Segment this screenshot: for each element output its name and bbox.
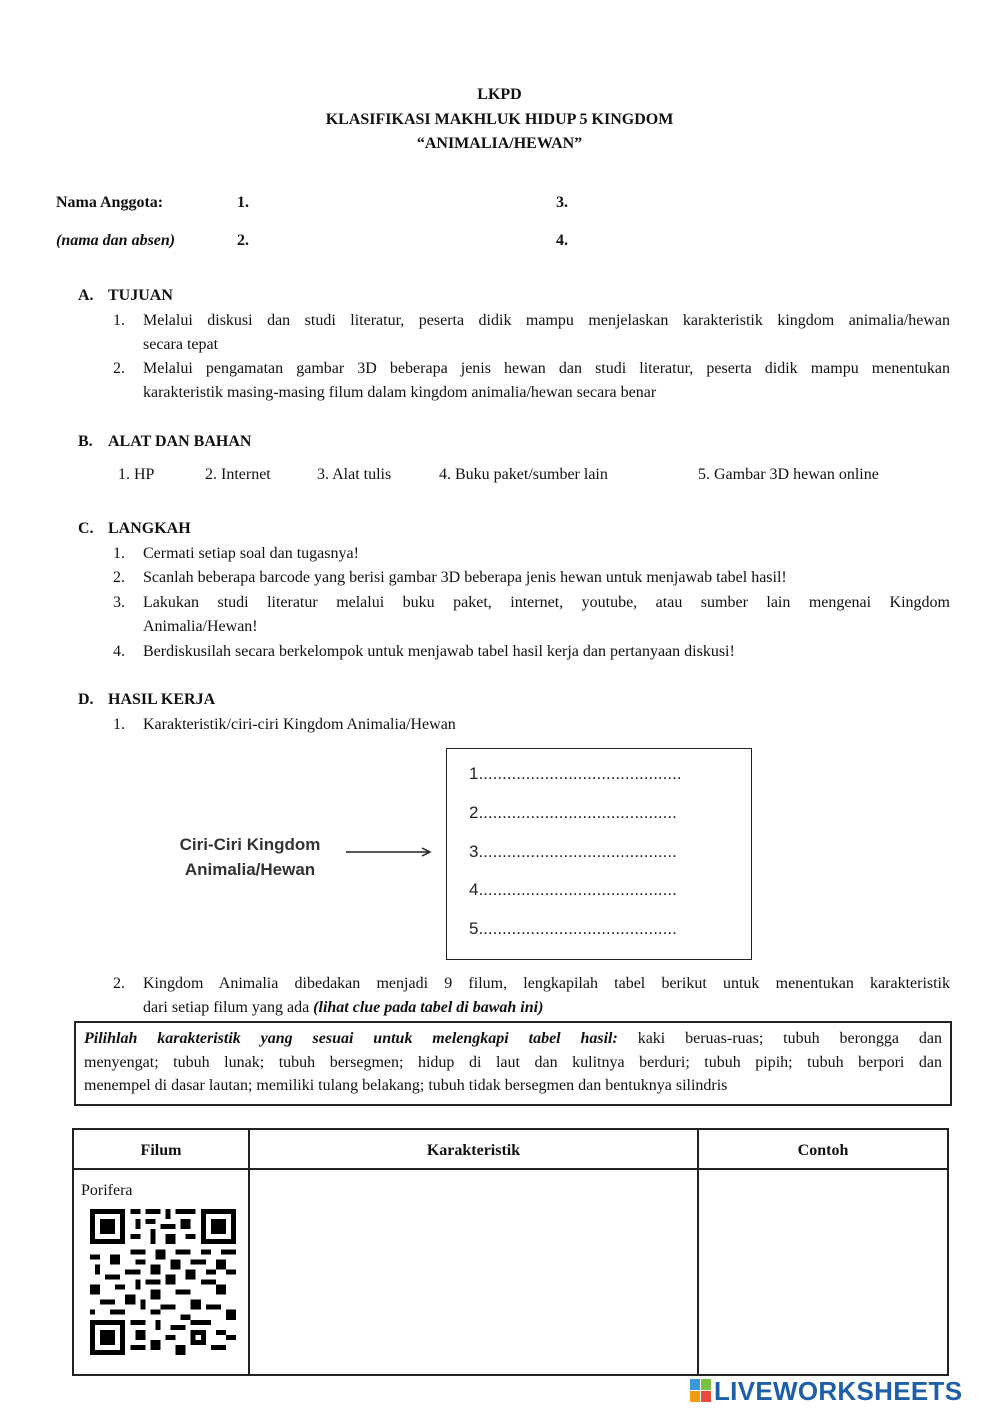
- section-a-title: TUJUAN: [108, 287, 173, 304]
- liveworksheets-logo-icon: [690, 1379, 712, 1403]
- ciri-blank-1[interactable]: 1...........................................: [469, 764, 682, 783]
- table-header-filum: Filum: [140, 1142, 182, 1159]
- list-number: 1.: [113, 312, 125, 329]
- hasil-item-2-text: dari setiap filum yang ada: [143, 999, 310, 1016]
- clue-line1-rest: kaki beruas-ruas; tubuh berongga dan: [637, 1030, 942, 1047]
- section-c-title: LANGKAH: [108, 520, 191, 537]
- member-1: 1.: [237, 194, 249, 211]
- section-a-letter: A.: [78, 287, 94, 304]
- karakteristik-cell[interactable]: [258, 1182, 688, 1367]
- tool-hp: 1. HP: [118, 466, 155, 483]
- hasil-item-1: Karakteristik/ciri-ciri Kingdom Animalia/Hewan: [143, 716, 456, 733]
- ciri-blank-2[interactable]: 2..........................................: [469, 803, 677, 822]
- langkah-4: Berdiskusilah secara berkelompok untuk menjawab tabel hasil kerja dan pertanyaan diskusi!: [143, 643, 735, 660]
- member-4: 4.: [556, 232, 568, 249]
- tool-alat-tulis: 3. Alat tulis: [317, 466, 392, 483]
- table-header-contoh: Contoh: [797, 1142, 849, 1159]
- doc-title-lkpd: LKPD: [477, 86, 522, 103]
- members-label: Nama Anggota:: [56, 194, 164, 211]
- doc-title-main: KLASIFIKASI MAKHLUK HIDUP 5 KINGDOM: [325, 111, 674, 128]
- ciri-blank-5[interactable]: 5..........................................: [469, 919, 677, 938]
- contoh-cell[interactable]: [707, 1182, 939, 1367]
- section-d-letter: D.: [78, 691, 94, 708]
- watermark-text: LIVEWORKSHEETS: [714, 1376, 963, 1406]
- ciri-label: [160, 832, 340, 882]
- clue-line3: menempel di dasar lautan; memiliki tulang belakang; tubuh tidak bersegmen dan bentuknya silindris: [84, 1077, 728, 1094]
- clue-lead: Pilihlah karakteristik yang sesuai untuk melengkapi tabel hasil:: [84, 1030, 618, 1047]
- ciri-label-line1: Ciri-Ciri Kingdom: [179, 835, 321, 854]
- clue-line1: [84, 1030, 942, 1048]
- list-number: 2.: [113, 360, 125, 377]
- filum-porifera: Porifera: [81, 1182, 133, 1199]
- table-header-karakteristik: Karakteristik: [426, 1142, 521, 1159]
- list-number: 2.: [113, 975, 125, 992]
- tujuan-2-line1: Melalui pengamatan gambar 3D beberapa jenis hewan dan studi literatur, peserta didik mampu menentukan: [143, 360, 950, 377]
- list-number: 3.: [113, 594, 125, 611]
- member-3: 3.: [556, 194, 568, 211]
- hasil-item-2-line1: Kingdom Animalia dibedakan menjadi 9 filum, lengkapilah tabel berikut untuk menentukan karakteristik: [143, 975, 950, 992]
- section-d-title: HASIL KERJA: [108, 691, 216, 708]
- doc-title-sub: “ANIMALIA/HEWAN”: [416, 135, 583, 152]
- hasil-item-2-emph: (lihat clue pada tabel di bawah ini): [313, 999, 544, 1016]
- tool-gambar-3d: 5. Gambar 3D hewan online: [698, 466, 879, 483]
- ciri-label-line2: Animalia/Hewan: [184, 860, 316, 879]
- section-b-letter: B.: [78, 433, 93, 450]
- list-number: 1.: [113, 545, 125, 562]
- clue-line2: menyengat; tubuh lunak; tubuh bersegmen; hidup di laut dan kulitnya berduri; tubuh pipih; tubuh berpori dan: [84, 1054, 942, 1071]
- section-b-title: ALAT DAN BAHAN: [108, 433, 252, 450]
- members-sublabel: (nama dan absen): [56, 232, 176, 249]
- hasil-item-2-line2: [143, 999, 543, 1017]
- qr-code-icon[interactable]: [90, 1209, 236, 1355]
- list-number: 1.: [113, 716, 125, 733]
- section-c-letter: C.: [78, 520, 94, 537]
- ciri-blank-3[interactable]: 3..........................................: [469, 842, 677, 861]
- tujuan-2-line2: karakteristik masing-masing filum dalam kingdom animalia/hewan secara benar: [143, 384, 657, 401]
- watermark: [690, 1376, 990, 1406]
- langkah-1: Cermati setiap soal dan tugasnya!: [143, 545, 359, 562]
- tool-buku: 4. Buku paket/sumber lain: [439, 466, 608, 483]
- list-number: 2.: [113, 569, 125, 586]
- arrow-right-icon: [346, 844, 436, 860]
- ciri-blank-4[interactable]: 4..........................................: [469, 880, 677, 899]
- tujuan-1-line1: Melalui diskusi dan studi literatur, peserta didik mampu menjelaskan karakteristik kingdom animalia/hewan: [143, 312, 950, 329]
- tujuan-1-line2: secara tepat: [143, 336, 219, 353]
- member-2: 2.: [237, 232, 249, 249]
- langkah-3-line2: Animalia/Hewan!: [143, 618, 258, 635]
- langkah-2: Scanlah beberapa barcode yang berisi gambar 3D beberapa jenis hewan untuk menjawab tabel hasil!: [143, 569, 787, 586]
- tool-internet: 2. Internet: [205, 466, 271, 483]
- list-number: 4.: [113, 643, 125, 660]
- langkah-3-line1: Lakukan studi literatur melalui buku paket, internet, youtube, atau sumber lain mengenai Kingdom: [143, 594, 950, 611]
